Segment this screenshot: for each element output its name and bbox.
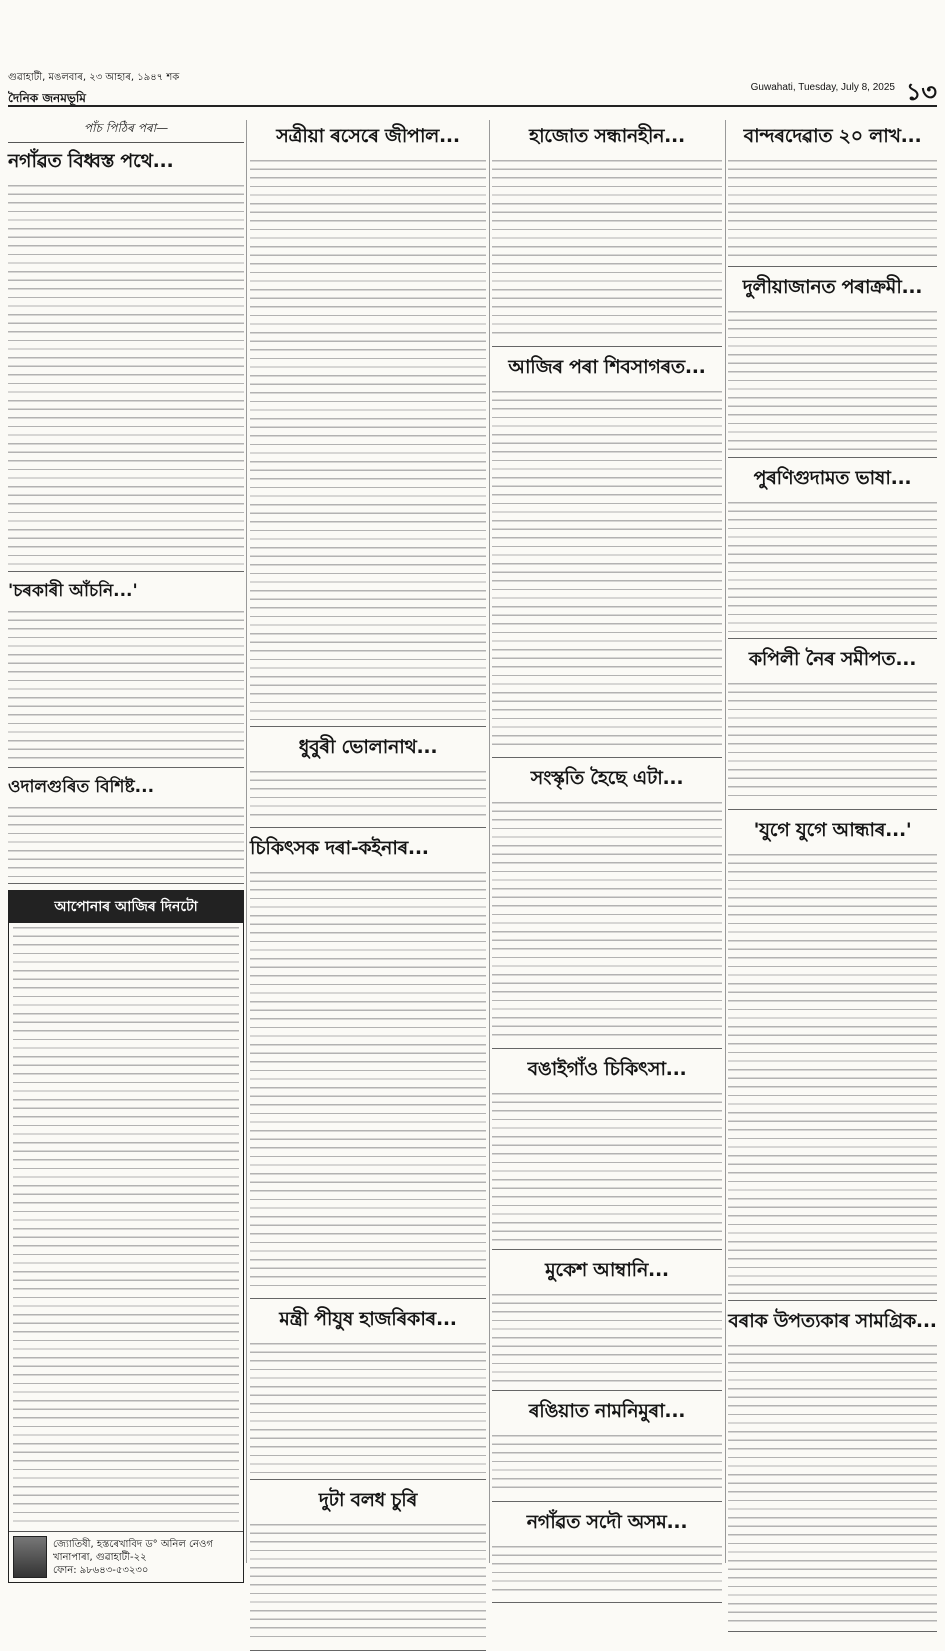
article-body-text (492, 1435, 722, 1495)
article (492, 1256, 722, 1391)
article-body-text (728, 1345, 937, 1625)
article (250, 122, 486, 727)
column-divider (725, 120, 726, 1563)
article-body-text (728, 683, 937, 803)
header-date-english: Guwahati, Tuesday, July 8, 2025 (750, 82, 895, 93)
article (492, 122, 722, 347)
article (250, 733, 486, 828)
article-headline: 'চৰকাৰী আঁচনি...' (8, 581, 138, 601)
article-body-text (728, 854, 937, 1294)
horoscope-box (8, 890, 244, 1583)
column-divider (246, 120, 247, 1563)
astrologer-credit (9, 1531, 243, 1582)
article-body-text (728, 502, 937, 632)
article (492, 1397, 722, 1502)
article (728, 1307, 937, 1632)
horoscope-title: আপোনাৰ আজিৰ দিনটো (9, 891, 243, 923)
article-body-text (250, 1343, 486, 1473)
article-body-text (492, 391, 722, 751)
column-divider (489, 120, 490, 1563)
article-headline: পুৰণিগুদামত ভাষা... (753, 467, 912, 489)
article (728, 122, 937, 267)
article-headline: ওদালগুৰিত বিশিষ্ট... (8, 777, 155, 797)
article-headline: দুলীয়াজানত পৰাক্ৰমী... (742, 276, 923, 298)
article-headline: নগাঁৱত সদৌ অসম... (526, 1511, 688, 1533)
article-headline: মুকেশ আম্বানি... (545, 1259, 669, 1281)
article (492, 353, 722, 758)
article-headline: চিকিৎসক দৰা-কইনাৰ... (250, 837, 429, 859)
article-headline: ৰঙিয়াত নামনিমুৰা... (528, 1400, 686, 1422)
article-headline: মন্ত্ৰী পীযুষ হাজৰিকাৰ... (279, 1308, 457, 1330)
article-body-text (728, 311, 937, 451)
column-4 (728, 120, 937, 1563)
article-headline: ধুবুৰী ভোলানাথ... (298, 736, 438, 758)
article (728, 645, 937, 810)
page-number: ১৩ (905, 78, 937, 106)
article-headline: বঙাইগাঁও চিকিৎসা... (527, 1058, 687, 1080)
article-body-text (250, 160, 486, 720)
page-header (8, 70, 937, 118)
article-headline: হাজোত সন্ধানহীন... (529, 125, 685, 147)
continued-kicker: পাঁচ পিঠিৰ পৰা— (8, 120, 244, 143)
newspaper-name: দৈনিক জনমভূমি (8, 91, 86, 105)
astrologer-name: জ্যোতিষী, হস্তৰেখাবিদ ড° অনিল নেওগ (53, 1538, 213, 1550)
column-3 (492, 120, 722, 1563)
article-body-text (250, 771, 486, 821)
header-rule (8, 105, 937, 107)
article (728, 464, 937, 639)
article-body-text (8, 807, 244, 877)
article (492, 1508, 722, 1603)
article-body-text (728, 160, 937, 260)
article-body-text (492, 1093, 722, 1243)
article (728, 816, 937, 1301)
article-headline: সত্ৰীয়া ৰসেৰে জীপাল... (276, 125, 460, 147)
column-1 (8, 120, 244, 1576)
article-headline: বান্দৰদেৱাত ২০ লাখ... (743, 125, 922, 147)
article-body-text (492, 1546, 722, 1596)
astrologer-phone: ফোন: ৯৮৬৪৩-৫৩২৩০ (53, 1564, 149, 1576)
horoscope-body-text (13, 927, 239, 1527)
article-headline: 'যুগে যুগে আন্ধাৰ...' (753, 819, 912, 841)
header-date-assamese: গুৱাহাটী, মঙলবাৰ, ২৩ আহাৰ, ১৯৪৭ শক (8, 72, 180, 83)
article-body-text (8, 611, 244, 761)
article (492, 764, 722, 1049)
article (250, 834, 486, 1299)
article-headline: আজিৰ পৰা শিবসাগৰত... (508, 356, 706, 378)
article-headline: দুটা বলধ চুৰি (318, 1489, 418, 1511)
article-body-text (492, 1294, 722, 1384)
article-headline: কপিলী নৈৰ সমীপত... (748, 648, 917, 670)
article-headline: নগাঁৱত বিধ্বস্ত পথে... (8, 150, 174, 172)
article (8, 774, 244, 884)
article (492, 1055, 722, 1250)
article (728, 273, 937, 458)
article (8, 578, 244, 768)
column-2 (250, 120, 486, 1563)
astrologer-photo (13, 1536, 47, 1578)
article-body-text (8, 185, 244, 565)
article-headline: সংস্কৃতি হৈছে এটা... (530, 767, 684, 789)
article-body-text (250, 872, 486, 1292)
article (8, 147, 244, 572)
astrologer-place: খানাপাৰা, গুৱাহাটী-২২ (53, 1551, 147, 1563)
article-body-text (492, 802, 722, 1042)
article-body-text (492, 160, 722, 340)
article-body-text (250, 1524, 486, 1644)
article (250, 1486, 486, 1651)
article (250, 1305, 486, 1480)
article-headline: বৰাক উপত্যকাৰ সামগ্ৰিক... (728, 1310, 937, 1332)
